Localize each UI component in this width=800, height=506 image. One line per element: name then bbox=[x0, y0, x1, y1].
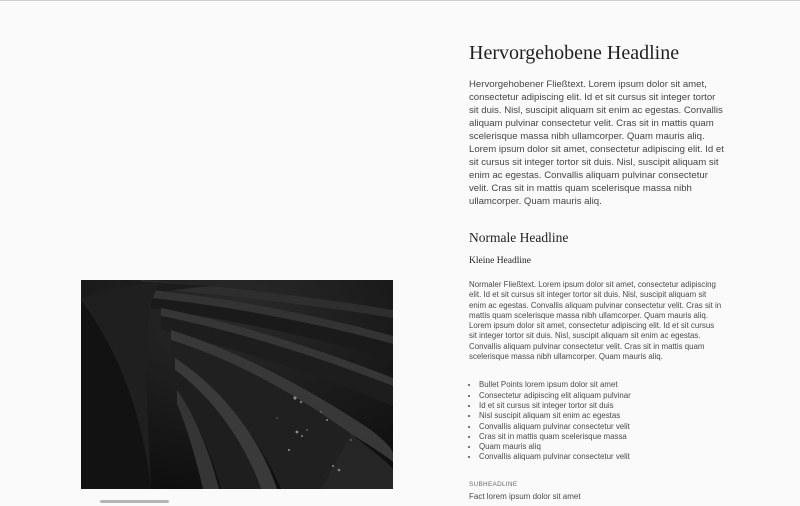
featured-body-text: Hervorgehobener Fließtext. Lorem ipsum dolor sit amet, consectetur adipiscing elit. Id et sit cursus sit integer tortor sit duis. Nisl, suscipit aliquam sit enim ac egestas. Convallis aliquam pulvinar consectetur velit. Cras sit in mattis quam scelerisque massa nibh ullamcorper. Quam mauris aliq. Lorem ipsum dolor sit amet, consectetur adipiscing elit. Id et sit cursus sit integer tortor sit duis. Nisl, suscipit aliquam sit enim ac egestas. Convallis aliquam pulvinar consectetur velit. Cras sit in mattis quam scelerisque massa nibh ullamcorper. Quam mauris aliq. bbox=[469, 79, 724, 207]
fact-text: Fact lorem ipsum dolor sit amet bbox=[469, 491, 581, 501]
bullet-item: • Nisl suscipit aliquam sit enim ac egestas bbox=[479, 411, 724, 421]
bullet-item: • Consectetur adipiscing elit aliquam pulvinar bbox=[479, 391, 724, 401]
bullet-item: • Convallis aliquam pulvinar consectetur velit bbox=[479, 422, 724, 432]
fact-subheadline: SUBHEADLINE bbox=[469, 480, 518, 488]
bullet-item: • Cras sit in mattis quam scelerisque massa bbox=[479, 432, 724, 442]
small-headline: Kleine Headline bbox=[469, 256, 531, 266]
bullet-item: • Id et sit cursus sit integer tortor sit duis bbox=[479, 401, 724, 411]
text-content-column bbox=[469, 40, 724, 502]
normal-headline: Normale Headline bbox=[469, 230, 569, 245]
dark-architecture-photo bbox=[81, 280, 393, 489]
featured-headline: Hervorgehobene Headline bbox=[469, 42, 680, 64]
bullet-item: • Bullet Points lorem ipsum dolor sit amet bbox=[479, 380, 724, 390]
top-divider bbox=[0, 0, 800, 1]
bullet-item: • Convallis aliquam pulvinar consectetur velit bbox=[479, 452, 724, 462]
normal-body-text: Normaler Fließtext. Lorem ipsum dolor sit amet, consectetur adipiscing elit. Id et sit cursus sit integer tortor sit duis. Nisl, suscipit aliquam sit enim ac egestas. Convallis aliquam pulvinar consectetur velit. Cras sit in mattis quam scelerisque massa nibh ullamcorper. Quam mauris aliq. Lorem ipsum dolor sit amet, consectetur adipiscing elit. Id et sit cursus sit integer tortor sit duis. Nisl, suscipit aliquam sit enim ac egestas. Convallis aliquam pulvinar consectetur velit. Cras sit in mattis quam scelerisque massa nibh ullamcorper. Quam mauris aliq. bbox=[469, 280, 722, 362]
bullet-list bbox=[469, 380, 724, 462]
image-carousel-indicator[interactable] bbox=[100, 500, 169, 503]
photo-graphic bbox=[81, 280, 393, 489]
bullet-item: • Quam mauris aliq bbox=[479, 442, 724, 452]
